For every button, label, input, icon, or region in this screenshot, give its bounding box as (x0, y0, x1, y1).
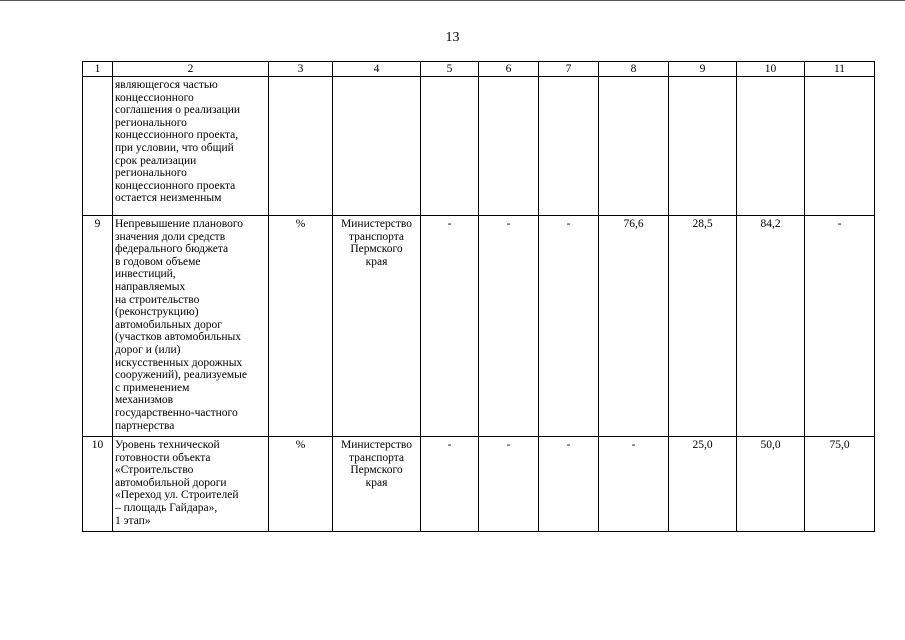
value-cell: 50,0 (737, 437, 805, 532)
row-number: 10 (83, 437, 113, 532)
value-cell (539, 77, 599, 216)
column-header: 4 (333, 62, 421, 77)
description-line: Уровень технической (115, 439, 220, 451)
description-line: «Строительство (115, 464, 194, 477)
indicator-description (113, 437, 269, 532)
description-line: Непревышение планового (115, 218, 244, 230)
row-number (83, 77, 113, 216)
description-line: дорог и (или) (115, 343, 181, 356)
value-cell: - (539, 437, 599, 532)
organization-line: Пермского (350, 243, 403, 256)
description-line: инвестиций, (115, 268, 176, 281)
description-line: искусственных дорожных (115, 356, 243, 369)
table-row (83, 437, 875, 532)
value-cell: 25,0 (669, 437, 737, 532)
value-cell (421, 77, 479, 216)
value-cell (669, 77, 737, 216)
description-line: автомобильных дорог (115, 318, 222, 331)
description-line: готовности объекта (115, 451, 211, 464)
unit-cell: % (269, 437, 333, 532)
description-line: регионального (115, 167, 187, 180)
organization-line: Пермского (350, 464, 403, 477)
description-line: соглашения о реализации (115, 104, 241, 117)
value-cell (599, 77, 669, 216)
column-header: 1 (83, 62, 113, 77)
value-cell (479, 77, 539, 216)
description-line: регионального (115, 116, 187, 129)
indicator-description (113, 77, 269, 216)
value-cell: 76,6 (599, 216, 669, 437)
description-line: «Переход ул. Строителей (115, 489, 239, 502)
description-line: партнерства (115, 419, 175, 432)
column-header: 5 (421, 62, 479, 77)
value-cell: 75,0 (805, 437, 875, 532)
value-cell: 84,2 (737, 216, 805, 437)
column-header: 11 (805, 62, 875, 77)
description-line: концессионного проекта (115, 179, 236, 192)
description-line: сооружений), реализуемые (115, 369, 247, 382)
organization-line: Министерство (341, 218, 412, 230)
column-header: 8 (599, 62, 669, 77)
value-cell (805, 77, 875, 216)
description-line: остается неизменным (115, 192, 222, 205)
organization-line: транспорта (348, 451, 405, 464)
description-line: концессионного проекта, (115, 129, 239, 142)
description-line: значения доли средств (115, 230, 226, 243)
description-line: являющегося частью (115, 79, 218, 91)
column-header: 7 (539, 62, 599, 77)
organization-cell (333, 437, 421, 532)
indicators-table (82, 61, 875, 532)
value-cell: 28,5 (669, 216, 737, 437)
scan-top-edge (0, 0, 905, 1)
table-header-row (83, 62, 875, 77)
organization-line: края (365, 476, 388, 489)
description-line: автомобильной дороги (115, 476, 227, 489)
value-cell: - (421, 216, 479, 437)
description-line: 1 этап» (115, 514, 151, 527)
value-cell: - (599, 437, 669, 532)
organization-line: транспорта (348, 230, 405, 243)
value-cell (737, 77, 805, 216)
column-header: 6 (479, 62, 539, 77)
value-cell: - (479, 437, 539, 532)
description-line: (участков автомобильных (115, 331, 241, 344)
table-row (83, 77, 875, 216)
value-cell: - (539, 216, 599, 437)
column-header: 9 (669, 62, 737, 77)
organization-cell (333, 216, 421, 437)
indicator-description (113, 216, 269, 437)
description-line: – площадь Гайдара», (115, 501, 218, 514)
description-line: с применением (115, 381, 190, 394)
description-line: срок реализации (115, 154, 197, 167)
unit-cell: % (269, 216, 333, 437)
description-line: государственно-частного (115, 406, 238, 419)
value-cell: - (421, 437, 479, 532)
description-line: в годовом объеме (115, 255, 201, 268)
description-line: (реконструкцию) (115, 306, 199, 319)
page-number: 13 (445, 30, 460, 45)
table-row (83, 216, 875, 437)
column-header: 10 (737, 62, 805, 77)
description-line: при условии, что общий (115, 141, 234, 154)
organization-line: края (365, 255, 388, 268)
column-header: 2 (113, 62, 269, 77)
description-line: на строительство (115, 293, 200, 306)
description-line: механизмов (115, 394, 174, 407)
value-cell: - (479, 216, 539, 437)
description-line: направляемых (115, 280, 186, 293)
description-line: федерального бюджета (115, 243, 229, 256)
description-line: концессионного (115, 91, 194, 104)
value-cell: - (805, 216, 875, 437)
unit-cell (269, 77, 333, 216)
row-number: 9 (83, 216, 113, 437)
organization-cell (333, 77, 421, 216)
column-header: 3 (269, 62, 333, 77)
organization-line: Министерство (341, 439, 412, 451)
